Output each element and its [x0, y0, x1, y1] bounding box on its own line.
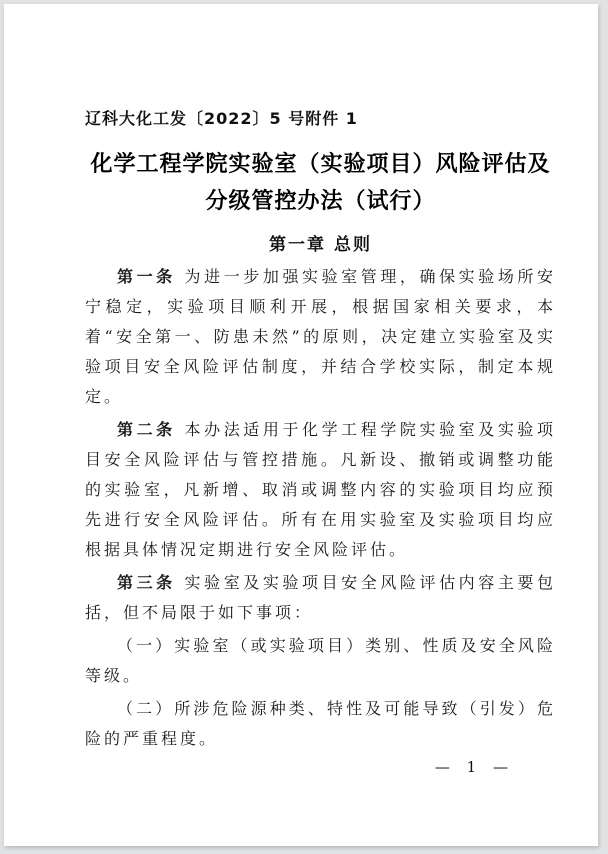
- list-item-2: （二）所涉危险源种类、特性及可能导致（引发）危险的严重程度。: [85, 699, 556, 748]
- list-item-1: （一）实验室（或实验项目）类别、性质及安全风险等级。: [85, 636, 556, 685]
- article-1-text: 为进一步加强实验室管理，确保实验场所安宁稳定，实验项目顺利开展，根据国家相关要求，本着“安全第一、防患未然”的原则，决定建立实验室及实验项目安全风险评估制度，并结合学校实际，制定本规定。: [85, 267, 556, 406]
- document-title-line2: 分级管控办法（试行）: [205, 188, 436, 214]
- page-content: [4, 4, 598, 754]
- doc-number: 辽科大化工发〔2022〕5 号附件 1: [85, 109, 358, 128]
- paragraph-article-3: [85, 568, 556, 628]
- document-title-line1: 化学工程学院实验室（实验项目）风险评估及: [90, 151, 551, 177]
- chapter-heading: 第一章 总则: [269, 235, 372, 255]
- document-page: [4, 4, 598, 846]
- paragraph-article-1: [85, 262, 556, 412]
- article-3-text: 实验室及实验项目安全风险评估内容主要包括，但不局限于如下事项：: [85, 573, 556, 622]
- article-3-label: 第三条: [117, 573, 176, 592]
- article-2-label: 第二条: [117, 420, 176, 439]
- article-list: [85, 262, 556, 754]
- document-title: [85, 146, 556, 220]
- article-2-text: 本办法适用于化学工程学院实验室及实验项目安全风险评估与管控措施。凡新设、撤销或调整功能的实验室，凡新增、取消或调整内容的实验项目均应预先进行安全风险评估。所有在用实验室及实验项目均应根据具体情况定期进行安全风险评估。: [85, 420, 556, 559]
- paragraph-article-2: [85, 415, 556, 565]
- article-1-label: 第一条: [117, 267, 176, 286]
- page-number: — 1 —: [434, 758, 510, 776]
